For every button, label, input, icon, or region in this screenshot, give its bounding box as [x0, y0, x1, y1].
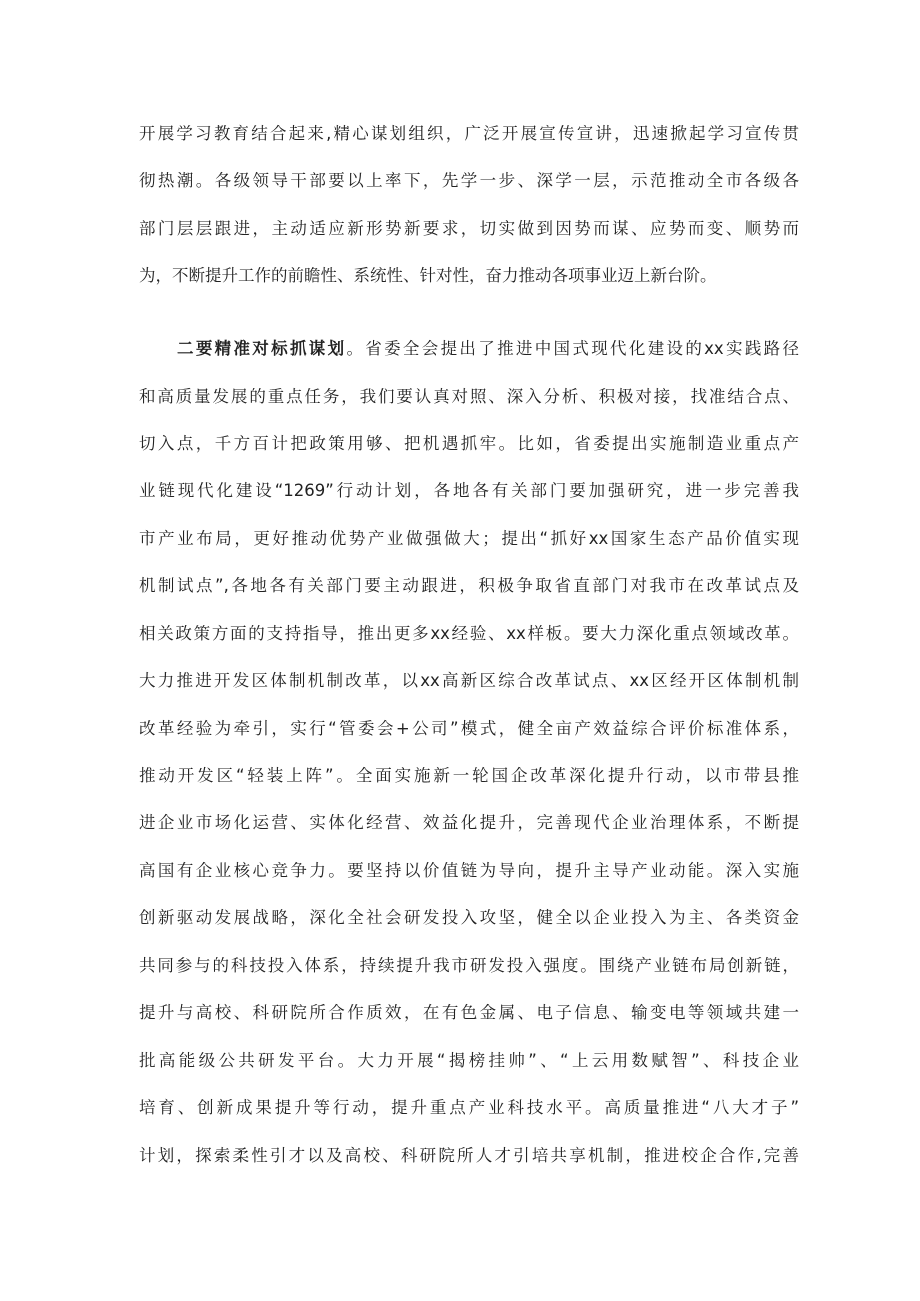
- paragraph-2-line-14: 共同参与的科技投入体系，持续提升我市研发投入强度。围绕产业链布局创新链，: [139, 956, 799, 975]
- paragraph-2-line-15: 提升与高校、科研院所合作质效，在有色金属、电子信息、输变电等领域共建一: [139, 1003, 799, 1022]
- paragraph-2-line-3: 切入点，千方百计把政策用够、把机遇抓牢。比如，省委提出实施制造业重点产: [139, 434, 799, 453]
- paragraph-2-line-16: 批高能级公共研发平台。大力开展“揭榜挂帅”、“上云用数赋智”、科技企业: [139, 1051, 799, 1070]
- paragraph-2-lead: 二要精准对标抓谋划: [177, 339, 347, 358]
- paragraph-2-line-2: 和高质量发展的重点任务，我们要认真对照、深入分析、积极对接，找准结合点、: [139, 387, 799, 406]
- paragraph-2-line-12: 高国有企业核心竞争力。要坚持以价值链为导向，提升主导产业动能。深入实施: [139, 861, 799, 880]
- paragraph-2-line-17: 培育、创新成果提升等行动，提升重点产业科技水平。高质量推进“八大才子”: [139, 1098, 799, 1117]
- paragraph-2-line-5: 市产业布局，更好推动优势产业做强做大；提出“抓好xx国家生态产品价值实现: [139, 529, 799, 548]
- paragraph-2-line-13: 创新驱动发展战略，深化全社会研发投入攻坚，健全以企业投入为主、各类资金: [139, 908, 799, 927]
- paragraph-1-line-2: 彻热潮。各级领导干部要以上率下，先学一步、深学一层，示范推动全市各级各: [139, 171, 799, 190]
- paragraph-2-line-11: 进企业市场化运营、实体化经营、效益化提升，完善现代企业治理体系，不断提: [139, 813, 799, 832]
- paragraph-2-line-4: 业链现代化建设“1269”行动计划，各地各有关部门要加强研究，进一步完善我: [139, 481, 799, 500]
- paragraph-2-line-18: 计划，探索柔性引才以及高校、科研院所人才引培共享机制，推进校企合作,完善: [139, 1146, 799, 1165]
- paragraph-2-line-8: 大力推进开发区体制机制改革，以xx高新区综合改革试点、xx区经开区体制机制: [139, 671, 799, 690]
- paragraph-2-line-1: [177, 334, 799, 364]
- paragraph-2-line-9: 改革经验为牵引，实行“管委会+公司”模式，健全亩产效益综合评价标准体系，: [139, 719, 799, 738]
- paragraph-2-line-10: 推动开发区“轻装上阵”。全面实施新一轮国企改革深化提升行动，以市带县推: [139, 766, 799, 785]
- paragraph-1-line-4: 为，不断提升工作的前瞻性、系统性、针对性，奋力推动各项事业迈上新台阶。: [139, 266, 717, 285]
- paragraph-2-line-7: 相关政策方面的支持指导，推出更多xx经验、xx样板。要大力深化重点领域改革。: [139, 624, 799, 643]
- paragraph-2-first-line-text: 。省委全会提出了推进中国式现代化建设的xx实践路径: [346, 339, 799, 358]
- paragraph-1-line-1: 开展学习教育结合起来,精心谋划组织，广泛开展宣传宣讲，迅速掀起学习宣传贯: [139, 124, 799, 143]
- paragraph-1-line-3: 部门层层跟进，主动适应新形势新要求，切实做到因势而谋、应势而变、顺势而: [139, 219, 799, 238]
- paragraph-2-line-6: 机制试点”,各地各有关部门要主动跟进，积极争取省直部门对我市在改革试点及: [139, 576, 799, 595]
